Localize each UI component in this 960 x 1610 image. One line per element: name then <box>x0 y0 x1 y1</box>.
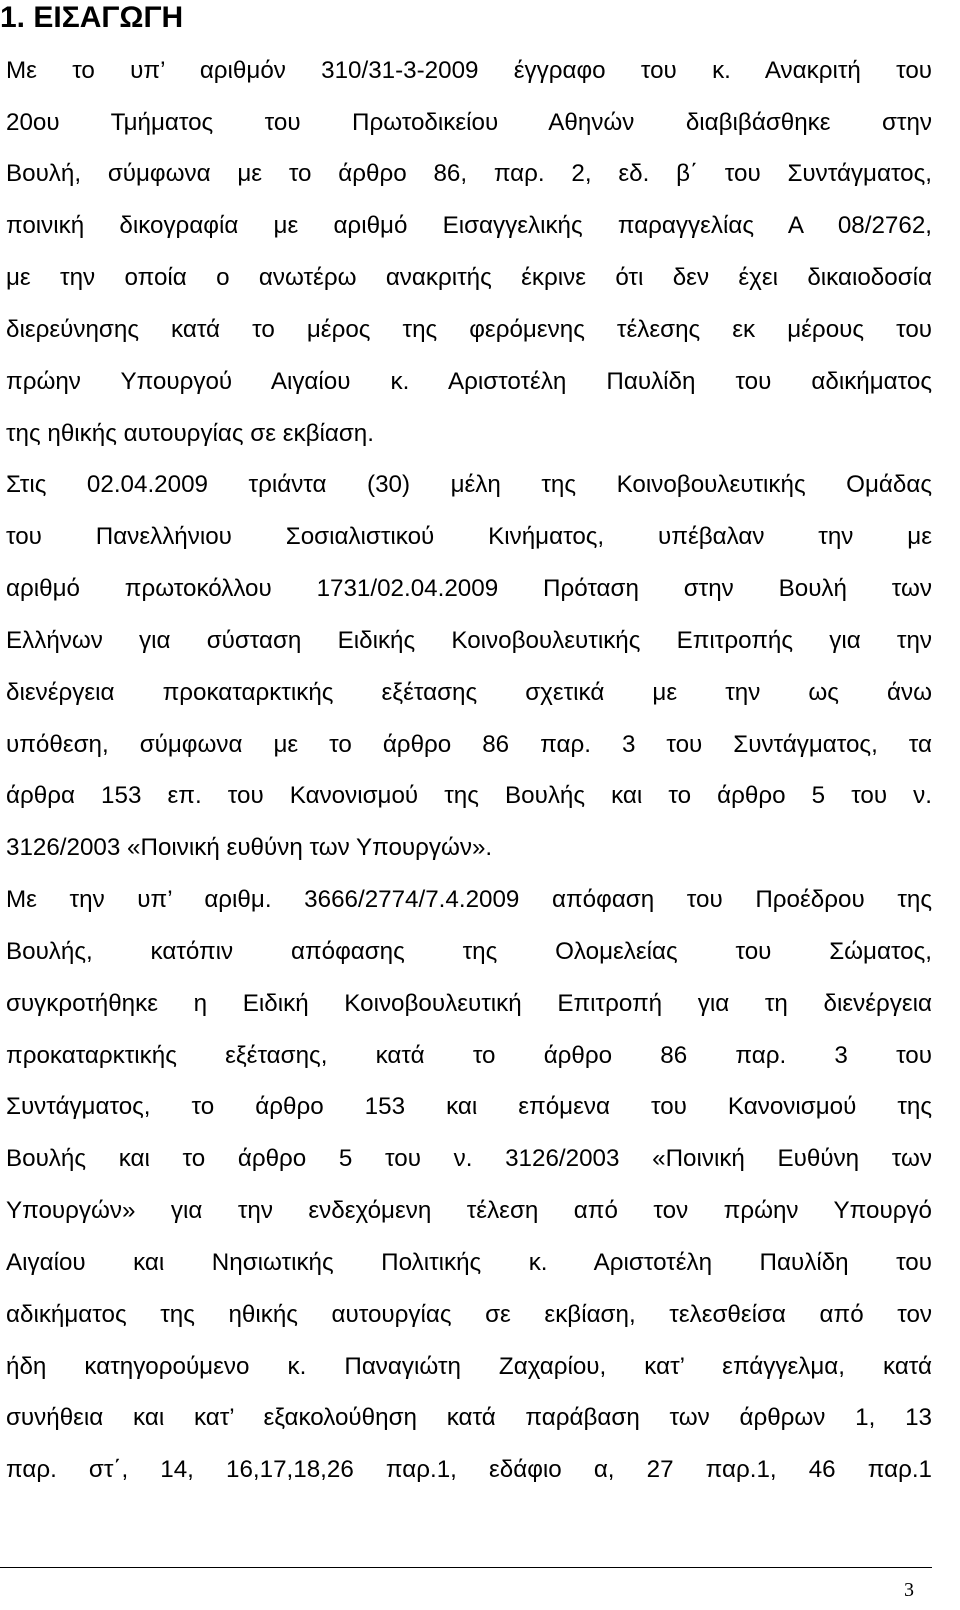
text-line: Υπουργών» για την ενδεχόμενη τέλεση από τον πρώην Υπουργό <box>6 1197 932 1224</box>
text-line: πρώην Υπουργού Αιγαίου κ. Αριστοτέλη Παυλίδη του αδικήματος <box>6 368 932 395</box>
text-line: συγκροτήθηκε η Ειδική Κοινοβουλευτική Επιτροπή για τη διενέργεια <box>6 990 932 1017</box>
text-line: Με την υπ’ αριθμ. 3666/2774/7.4.2009 απόφαση του Προέδρου της <box>6 886 932 913</box>
text-line: Βουλή, σύμφωνα με το άρθρο 86, παρ. 2, εδ. β΄ του Συντάγματος, <box>6 160 932 187</box>
text-line: του Πανελλήνιου Σοσιαλιστικού Κινήματος, υπέβαλαν την με <box>6 523 932 550</box>
text-line: Βουλής, κατόπιν απόφασης της Ολομελείας του Σώματος, <box>6 938 932 965</box>
text-line: Στις 02.04.2009 τριάντα (30) μέλη της Κοινοβουλευτικής Ομάδας <box>6 471 932 498</box>
text-line: 20ου Τμήματος του Πρωτοδικείου Αθηνών διαβιβάσθηκε στην <box>6 109 932 136</box>
text-line: διερεύνησης κατά το μέρος της φερόμενης τέλεσης εκ μέρους του <box>6 316 932 343</box>
text-line: συνήθεια και κατ’ εξακολούθηση κατά παράβαση των άρθρων 1, 13 <box>6 1404 932 1431</box>
text-line: Βουλής και το άρθρο 5 του ν. 3126/2003 «Ποινική Ευθύνη των <box>6 1145 932 1172</box>
page-number: 3 <box>904 1579 914 1601</box>
section-heading: 1. ΕΙΣΑΓΩΓΗ <box>0 1 184 34</box>
text-line: Ελλήνων για σύσταση Ειδικής Κοινοβουλευτικής Επιτροπής για την <box>6 627 932 654</box>
text-line: Συντάγματος, το άρθρο 153 και επόμενα του Κανονισμού της <box>6 1093 932 1120</box>
text-line: παρ. στ΄, 14, 16,17,18,26 παρ.1, εδάφιο α, 27 παρ.1, 46 παρ.1 <box>6 1456 932 1483</box>
text-line: ποινική δικογραφία με αριθμό Εισαγγελικής παραγγελίας Α 08/2762, <box>6 212 932 239</box>
text-line: 3126/2003 «Ποινική ευθύνη των Υπουργών». <box>6 834 493 861</box>
text-line: άρθρα 153 επ. του Κανονισμού της Βουλής και το άρθρο 5 του ν. <box>6 782 932 809</box>
text-line: Με το υπ’ αριθμόν 310/31-3-2009 έγγραφο του κ. Ανακριτή του <box>6 57 932 84</box>
text-line: διενέργεια προκαταρκτικής εξέτασης σχετικά με την ως άνω <box>6 679 932 706</box>
text-line: υπόθεση, σύμφωνα με το άρθρο 86 παρ. 3 του Συντάγματος, τα <box>6 731 932 758</box>
text-line: με την οποία ο ανωτέρω ανακριτής έκρινε ότι δεν έχει δικαιοδοσία <box>6 264 932 291</box>
text-line: προκαταρκτικής εξέτασης, κατά το άρθρο 86 παρ. 3 του <box>6 1042 932 1069</box>
text-line: αριθμό πρωτοκόλλου 1731/02.04.2009 Πρόταση στην Βουλή των <box>6 575 932 602</box>
footer-divider <box>0 1567 932 1568</box>
text-line: της ηθικής αυτουργίας σε εκβίαση. <box>6 420 374 447</box>
text-line: Αιγαίου και Νησιωτικής Πολιτικής κ. Αριστοτέλη Παυλίδη του <box>6 1249 932 1276</box>
text-line: ήδη κατηγορούμενο κ. Παναγιώτη Ζαχαρίου, κατ’ επάγγελμα, κατά <box>6 1353 932 1380</box>
text-line: αδικήματος της ηθικής αυτουργίας σε εκβίαση, τελεσθείσα από τον <box>6 1301 932 1328</box>
